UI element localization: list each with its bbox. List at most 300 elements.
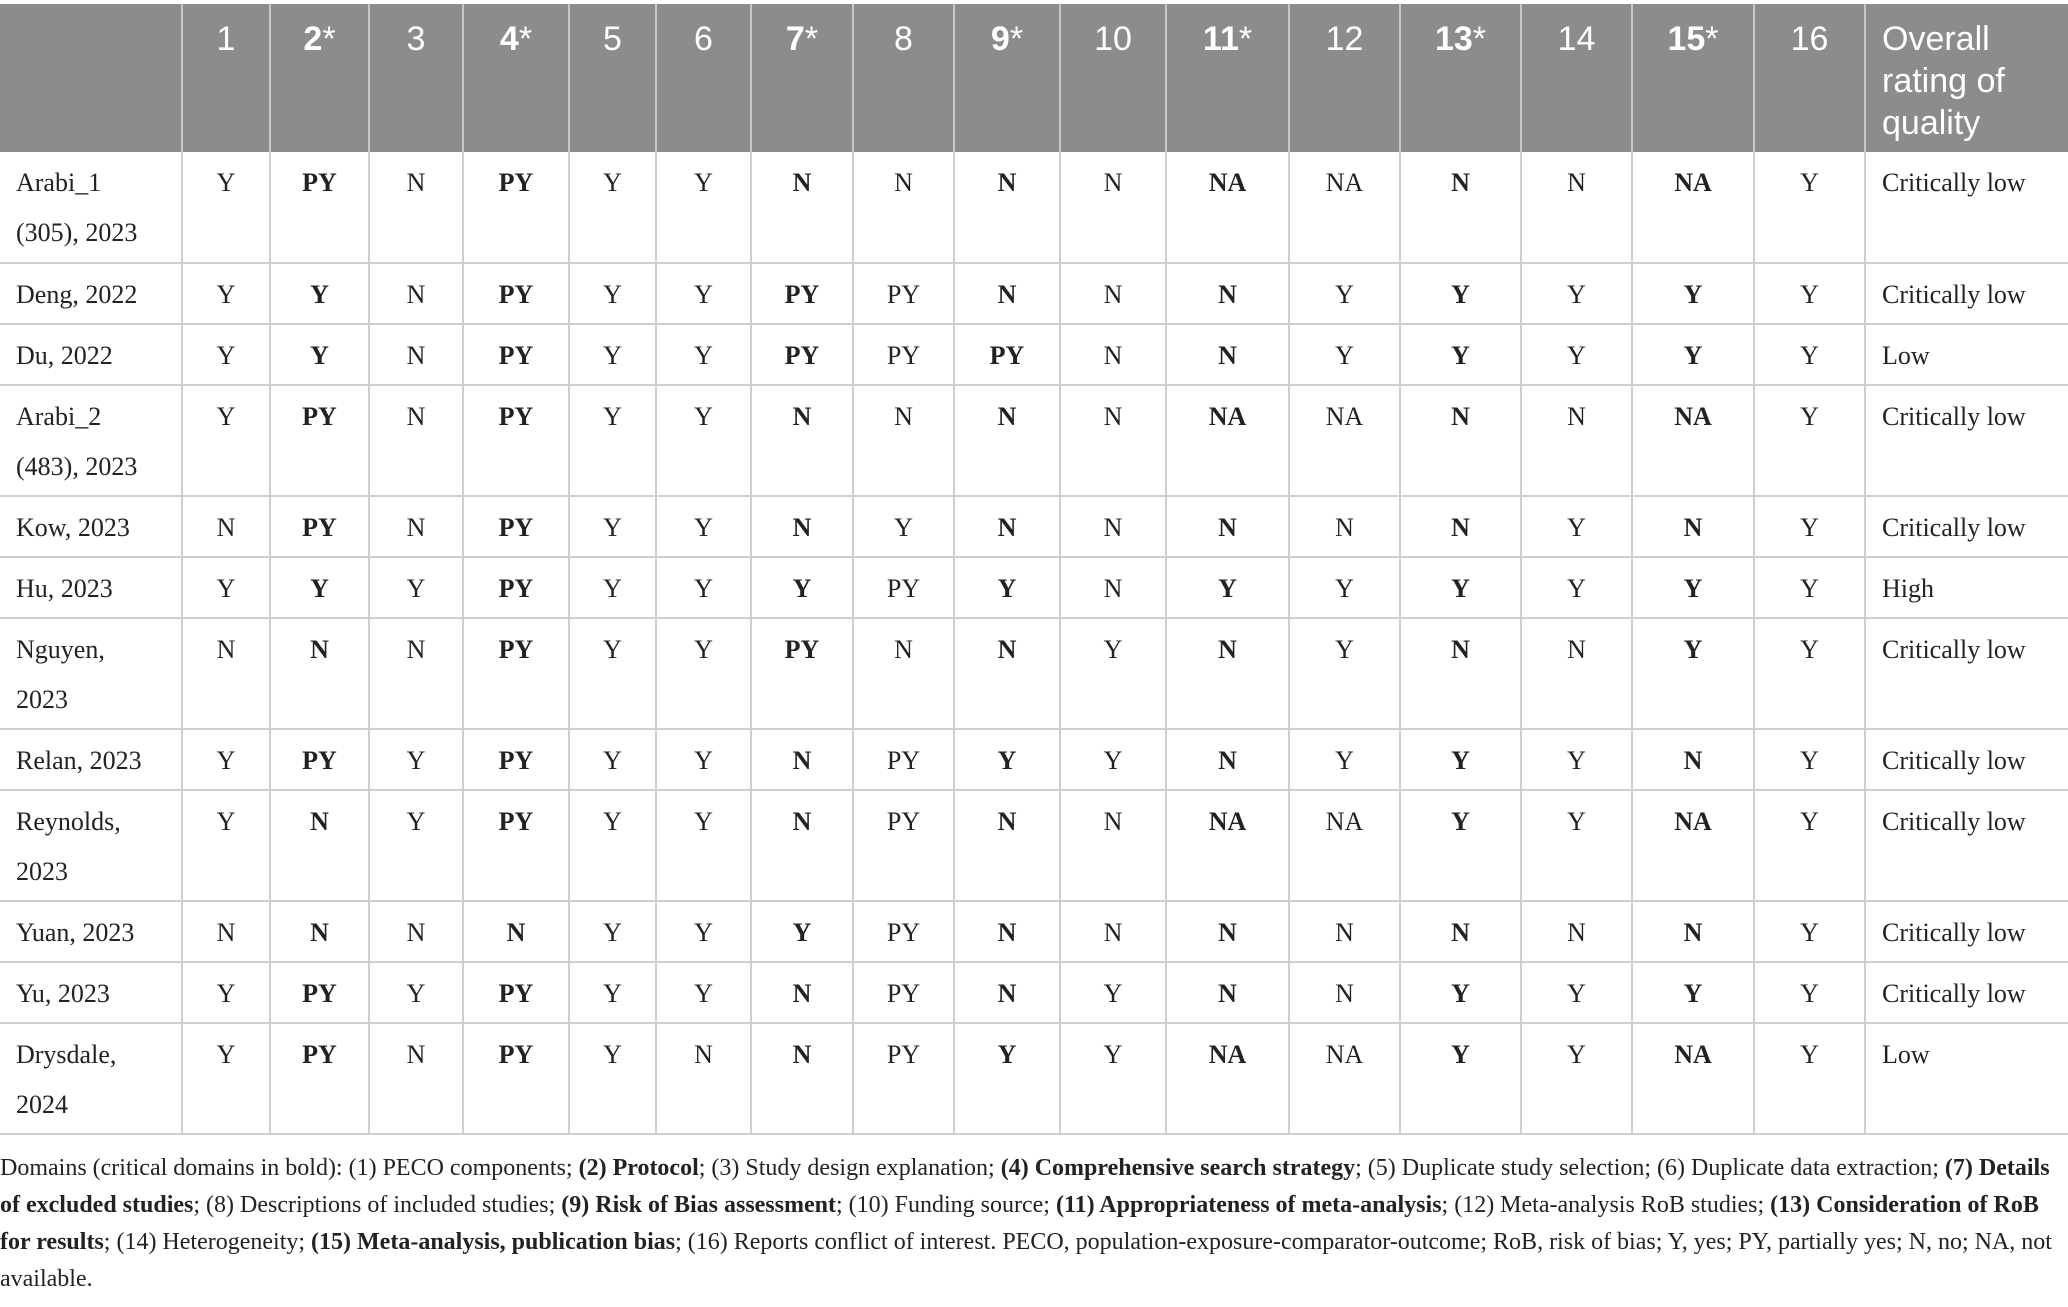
rating-cell: PY <box>463 557 569 618</box>
rating-cell: N <box>954 385 1060 496</box>
rating-cell: Y <box>1754 901 1865 962</box>
critical-domain-text: (7) Details of excluded studies <box>0 1155 2050 1218</box>
rating-cell: Y <box>853 496 954 557</box>
rating-cell: Y <box>1632 962 1754 1023</box>
rating-cell: N <box>853 618 954 729</box>
rating-cell: N <box>954 496 1060 557</box>
rating-cell: NA <box>1632 790 1754 901</box>
rating-cell: Y <box>656 618 751 729</box>
rating-cell: Y <box>1521 324 1632 385</box>
rating-cell: Y <box>1521 729 1632 790</box>
overall-header-line: quality <box>1882 104 1981 142</box>
rating-cell: N <box>1400 496 1521 557</box>
table-row <box>0 962 2068 1023</box>
rating-cell: N <box>954 901 1060 962</box>
rating-cell: PY <box>853 263 954 324</box>
rating-cell: PY <box>270 962 369 1023</box>
rating-cell: PY <box>270 385 369 496</box>
overall-rating-cell: Critically low <box>1865 152 2068 263</box>
column-number: 4 <box>499 20 519 58</box>
rating-cell: Y <box>569 324 656 385</box>
rating-cell: N <box>1400 618 1521 729</box>
rating-cell: Y <box>369 962 463 1023</box>
rating-cell: Y <box>369 790 463 901</box>
rating-cell: Y <box>1060 1023 1166 1134</box>
critical-domain-text: (2) Protocol <box>578 1155 699 1181</box>
column-header-6 <box>656 4 751 152</box>
rating-cell: NA <box>1289 1023 1400 1134</box>
column-header-12 <box>1289 4 1400 152</box>
rating-cell: Y <box>182 324 270 385</box>
rating-cell: N <box>1289 962 1400 1023</box>
rating-cell: PY <box>463 1023 569 1134</box>
critical-marker: * <box>518 20 533 58</box>
rating-cell: N <box>1521 152 1632 263</box>
column-header-16 <box>1754 4 1865 152</box>
critical-domain-text: (9) Risk of Bias assessment <box>561 1192 836 1218</box>
critical-marker: * <box>1009 20 1024 58</box>
rating-cell: N <box>1166 729 1289 790</box>
critical-domain-text: (15) Meta-analysis, publication bias <box>311 1229 676 1255</box>
rating-cell: Y <box>182 729 270 790</box>
rating-cell: NA <box>1289 152 1400 263</box>
rating-cell: Y <box>1754 557 1865 618</box>
rating-cell: NA <box>1166 152 1289 263</box>
rating-cell: Y <box>1521 962 1632 1023</box>
column-number: 9 <box>990 20 1010 58</box>
rating-cell: Y <box>369 557 463 618</box>
rating-cell: PY <box>270 496 369 557</box>
study-label: 2024 <box>16 1090 68 1119</box>
critical-marker: * <box>1472 20 1487 58</box>
rating-cell: Y <box>1754 618 1865 729</box>
rating-cell: Y <box>656 496 751 557</box>
column-header-15 <box>1632 4 1754 152</box>
rating-cell: Y <box>1060 618 1166 729</box>
column-number: 7 <box>785 20 805 58</box>
rating-cell: Y <box>656 901 751 962</box>
overall-header-line: rating of <box>1882 62 2005 100</box>
overall-rating-cell: Low <box>1865 1023 2068 1134</box>
rating-cell: N <box>1400 385 1521 496</box>
rating-cell: N <box>751 729 853 790</box>
rating-cell: N <box>1060 152 1166 263</box>
rating-cell: NA <box>1632 152 1754 263</box>
rating-cell: N <box>369 152 463 263</box>
rating-cell: N <box>954 152 1060 263</box>
table-row <box>0 152 2068 263</box>
study-cell <box>0 901 182 962</box>
rating-cell: Y <box>1521 496 1632 557</box>
rating-cell: Y <box>1754 496 1865 557</box>
rating-cell: PY <box>463 324 569 385</box>
rating-cell: NA <box>1289 790 1400 901</box>
table-body <box>0 152 2068 1134</box>
rating-cell: Y <box>270 324 369 385</box>
rating-cell: N <box>270 901 369 962</box>
table-row <box>0 263 2068 324</box>
table-row <box>0 618 2068 729</box>
study-cell <box>0 263 182 324</box>
rating-cell: Y <box>954 1023 1060 1134</box>
column-number: 16 <box>1790 20 1829 58</box>
rating-cell: Y <box>1060 962 1166 1023</box>
rating-cell: Y <box>569 1023 656 1134</box>
rating-cell: PY <box>463 962 569 1023</box>
rating-cell: N <box>1400 152 1521 263</box>
rating-cell: PY <box>463 729 569 790</box>
rating-cell: Y <box>656 324 751 385</box>
study-label: Nguyen, <box>16 635 105 664</box>
rating-cell: Y <box>182 263 270 324</box>
column-header-8 <box>853 4 954 152</box>
study-label: Relan, 2023 <box>16 746 142 775</box>
rating-cell: N <box>656 1023 751 1134</box>
rating-cell: NA <box>1166 385 1289 496</box>
rating-cell: PY <box>270 729 369 790</box>
rating-cell: Y <box>1521 557 1632 618</box>
overall-rating-cell: Critically low <box>1865 263 2068 324</box>
table-row <box>0 496 2068 557</box>
rating-cell: Y <box>1400 557 1521 618</box>
rating-cell: N <box>1060 324 1166 385</box>
study-label: Arabi_1 <box>16 168 102 197</box>
rating-cell: NA <box>1166 790 1289 901</box>
rating-cell: Y <box>656 152 751 263</box>
rating-cell: Y <box>369 729 463 790</box>
rating-cell: N <box>954 790 1060 901</box>
overall-header-line: Overall <box>1882 20 1990 58</box>
rating-cell: PY <box>463 263 569 324</box>
study-cell <box>0 496 182 557</box>
critical-marker: * <box>1238 20 1253 58</box>
overall-rating-cell: Critically low <box>1865 790 2068 901</box>
rating-cell: Y <box>1289 557 1400 618</box>
column-header-overall-rating <box>1865 4 2068 152</box>
critical-domain-text: (4) Comprehensive search strategy <box>1000 1155 1356 1181</box>
rating-cell: PY <box>270 152 369 263</box>
study-label: Drysdale, <box>16 1040 117 1069</box>
rating-cell: PY <box>463 618 569 729</box>
rating-cell: Y <box>1400 263 1521 324</box>
column-header-10 <box>1060 4 1166 152</box>
table-row <box>0 324 2068 385</box>
rating-cell: Y <box>1400 324 1521 385</box>
rating-cell: N <box>1166 962 1289 1023</box>
rating-cell: Y <box>1632 324 1754 385</box>
overall-rating-cell: Low <box>1865 324 2068 385</box>
rating-cell: N <box>1166 324 1289 385</box>
rating-cell: N <box>369 324 463 385</box>
study-cell <box>0 385 182 496</box>
column-number: 13 <box>1434 20 1473 58</box>
overall-rating-cell: Critically low <box>1865 901 2068 962</box>
rating-cell: N <box>1632 901 1754 962</box>
rating-cell: Y <box>1289 324 1400 385</box>
rating-cell: PY <box>751 618 853 729</box>
rating-cell: Y <box>569 962 656 1023</box>
rating-cell: Y <box>1754 152 1865 263</box>
column-number: 1 <box>216 20 236 58</box>
column-number: 3 <box>406 20 426 58</box>
rating-cell: Y <box>1754 962 1865 1023</box>
rating-cell: Y <box>1289 618 1400 729</box>
column-header-7 <box>751 4 853 152</box>
footnote-text: ; (16) Reports conflict of interest. PECO, population-exposure-comparator-outcome; RoB, risk of bias; Y, yes; PY, partially yes; N, no; NA, not available. <box>0 1229 2052 1292</box>
rating-cell: PY <box>463 385 569 496</box>
rating-cell: N <box>751 496 853 557</box>
study-cell <box>0 618 182 729</box>
critical-domain-text: (13) Consideration of RoB for results <box>0 1192 2039 1255</box>
study-label: Du, 2022 <box>16 341 113 370</box>
rating-cell: N <box>1060 496 1166 557</box>
rating-cell: N <box>1521 385 1632 496</box>
rating-cell: Y <box>1400 729 1521 790</box>
rating-cell: N <box>853 152 954 263</box>
rating-cell: Y <box>1754 385 1865 496</box>
footnote-text: ; (5) Duplicate study selection; (6) Duplicate data extraction; <box>1355 1155 1945 1181</box>
rating-cell: Y <box>656 557 751 618</box>
rating-cell: Y <box>182 790 270 901</box>
column-header-11 <box>1166 4 1289 152</box>
column-header-13 <box>1400 4 1521 152</box>
overall-rating-cell: Critically low <box>1865 618 2068 729</box>
footnote-text: ; (14) Heterogeneity; <box>103 1229 312 1255</box>
table-row <box>0 790 2068 901</box>
critical-domain-text: (11) Appropriateness of meta-analysis <box>1055 1192 1442 1218</box>
rating-cell: N <box>1166 618 1289 729</box>
column-header-5 <box>569 4 656 152</box>
study-cell <box>0 962 182 1023</box>
rating-cell: N <box>1166 901 1289 962</box>
rating-cell: N <box>1632 496 1754 557</box>
rating-cell: Y <box>569 496 656 557</box>
rating-cell: N <box>1632 729 1754 790</box>
table-row <box>0 557 2068 618</box>
rating-cell: Y <box>656 790 751 901</box>
column-number: 11 <box>1202 20 1239 58</box>
column-header-1 <box>182 4 270 152</box>
rating-cell: Y <box>1754 790 1865 901</box>
rating-cell: N <box>270 618 369 729</box>
table-row <box>0 1023 2068 1134</box>
rating-cell: Y <box>182 557 270 618</box>
rating-cell: Y <box>656 385 751 496</box>
rating-cell: Y <box>1400 962 1521 1023</box>
rating-cell: Y <box>1754 729 1865 790</box>
rating-cell: N <box>853 385 954 496</box>
critical-marker: * <box>804 20 819 58</box>
rating-cell: Y <box>1632 557 1754 618</box>
footnote-text: ; (3) Study design explanation; <box>698 1155 1001 1181</box>
rating-cell: N <box>1060 263 1166 324</box>
study-label: (483), 2023 <box>16 452 138 481</box>
rating-cell: NA <box>1166 1023 1289 1134</box>
study-label: Yuan, 2023 <box>16 918 135 947</box>
rating-cell: N <box>1166 496 1289 557</box>
rating-cell: N <box>369 496 463 557</box>
study-label: (305), 2023 <box>16 218 138 247</box>
rating-cell: Y <box>656 263 751 324</box>
rating-cell: Y <box>1521 263 1632 324</box>
rating-cell: Y <box>1166 557 1289 618</box>
header-study-cell <box>0 4 182 152</box>
rating-cell: Y <box>270 263 369 324</box>
rating-cell: PY <box>853 790 954 901</box>
footnote-text: Domains (critical domains in bold): (1) PECO components; <box>0 1155 579 1181</box>
rating-cell: N <box>1289 496 1400 557</box>
rating-cell: N <box>369 901 463 962</box>
overall-rating-cell: Critically low <box>1865 496 2068 557</box>
rating-cell: N <box>751 962 853 1023</box>
critical-marker: * <box>1705 20 1719 58</box>
rating-cell: PY <box>463 152 569 263</box>
critical-marker: * <box>322 20 336 58</box>
column-number: 12 <box>1325 20 1364 58</box>
rating-cell: Y <box>569 790 656 901</box>
rating-cell: Y <box>1632 263 1754 324</box>
overall-rating-cell: Critically low <box>1865 385 2068 496</box>
rating-cell: N <box>1400 901 1521 962</box>
column-header-4 <box>463 4 569 152</box>
rating-cell: N <box>954 618 1060 729</box>
rating-cell: Y <box>656 729 751 790</box>
rating-cell: Y <box>182 152 270 263</box>
rating-cell: N <box>270 790 369 901</box>
rating-cell: N <box>369 263 463 324</box>
study-cell <box>0 790 182 901</box>
rating-cell: N <box>369 618 463 729</box>
overall-rating-cell: Critically low <box>1865 729 2068 790</box>
rating-cell: N <box>751 1023 853 1134</box>
study-label: Arabi_2 <box>16 402 102 431</box>
rating-cell: PY <box>853 324 954 385</box>
rating-cell: PY <box>954 324 1060 385</box>
rating-cell: N <box>1060 901 1166 962</box>
study-label: 2023 <box>16 857 68 886</box>
footnote-text: ; (8) Descriptions of included studies; <box>193 1192 562 1218</box>
rating-cell: Y <box>182 1023 270 1134</box>
rating-cell: NA <box>1632 1023 1754 1134</box>
amstar-quality-table <box>0 4 2068 1135</box>
rating-cell: N <box>1521 618 1632 729</box>
study-label: Kow, 2023 <box>16 513 130 542</box>
table-row <box>0 901 2068 962</box>
study-label: Hu, 2023 <box>16 574 113 603</box>
rating-cell: Y <box>270 557 369 618</box>
rating-cell: Y <box>569 263 656 324</box>
rating-cell: Y <box>1521 790 1632 901</box>
rating-cell: PY <box>853 1023 954 1134</box>
column-header-9 <box>954 4 1060 152</box>
table-row <box>0 729 2068 790</box>
rating-cell: Y <box>1754 1023 1865 1134</box>
rating-cell: Y <box>182 962 270 1023</box>
study-label: Reynolds, <box>16 807 121 836</box>
rating-cell: PY <box>270 1023 369 1134</box>
rating-cell: Y <box>1754 324 1865 385</box>
rating-cell: Y <box>954 557 1060 618</box>
rating-cell: Y <box>1289 729 1400 790</box>
header-row <box>0 4 2068 152</box>
rating-cell: N <box>463 901 569 962</box>
rating-cell: Y <box>1060 729 1166 790</box>
table-footnote <box>0 1150 2060 1298</box>
rating-cell: Y <box>569 901 656 962</box>
column-number: 2 <box>303 20 323 58</box>
rating-cell: Y <box>751 901 853 962</box>
rating-cell: Y <box>569 557 656 618</box>
rating-cell: Y <box>751 557 853 618</box>
study-label: Yu, 2023 <box>16 979 110 1008</box>
study-cell <box>0 557 182 618</box>
rating-cell: N <box>182 901 270 962</box>
rating-cell: N <box>182 618 270 729</box>
rating-cell: Y <box>569 385 656 496</box>
rating-cell: N <box>751 790 853 901</box>
rating-cell: PY <box>853 962 954 1023</box>
rating-cell: Y <box>182 385 270 496</box>
rating-cell: N <box>954 263 1060 324</box>
rating-cell: PY <box>751 324 853 385</box>
rating-cell: PY <box>853 729 954 790</box>
rating-cell: PY <box>853 901 954 962</box>
rating-cell: N <box>1289 901 1400 962</box>
rating-cell: PY <box>751 263 853 324</box>
rating-cell: Y <box>1521 1023 1632 1134</box>
column-header-14 <box>1521 4 1632 152</box>
study-cell <box>0 1023 182 1134</box>
table-row <box>0 385 2068 496</box>
rating-cell: N <box>182 496 270 557</box>
rating-cell: N <box>1060 557 1166 618</box>
rating-cell: PY <box>853 557 954 618</box>
overall-rating-cell: High <box>1865 557 2068 618</box>
rating-cell: N <box>1521 901 1632 962</box>
study-cell <box>0 152 182 263</box>
rating-cell: NA <box>1289 385 1400 496</box>
rating-cell: Y <box>569 729 656 790</box>
study-cell <box>0 729 182 790</box>
rating-cell: Y <box>1400 1023 1521 1134</box>
rating-cell: Y <box>1289 263 1400 324</box>
rating-cell: N <box>751 385 853 496</box>
rating-cell: Y <box>656 962 751 1023</box>
rating-cell: N <box>954 962 1060 1023</box>
rating-cell: NA <box>1632 385 1754 496</box>
rating-cell: N <box>1166 263 1289 324</box>
study-label: Deng, 2022 <box>16 280 138 309</box>
column-header-2 <box>270 4 369 152</box>
rating-cell: PY <box>463 790 569 901</box>
rating-cell: Y <box>1400 790 1521 901</box>
overall-rating-cell: Critically low <box>1865 962 2068 1023</box>
column-number: 8 <box>894 20 913 58</box>
column-number: 15 <box>1667 20 1706 58</box>
rating-cell: N <box>369 385 463 496</box>
footnote-text: ; (12) Meta-analysis RoB studies; <box>1441 1192 1771 1218</box>
rating-cell: Y <box>1754 263 1865 324</box>
rating-cell: N <box>1060 385 1166 496</box>
rating-cell: N <box>1060 790 1166 901</box>
rating-cell: Y <box>954 729 1060 790</box>
study-label: 2023 <box>16 685 68 714</box>
rating-cell: PY <box>463 496 569 557</box>
column-number: 14 <box>1557 20 1596 58</box>
rating-cell: N <box>751 152 853 263</box>
column-number: 10 <box>1094 20 1132 58</box>
rating-cell: Y <box>1632 618 1754 729</box>
